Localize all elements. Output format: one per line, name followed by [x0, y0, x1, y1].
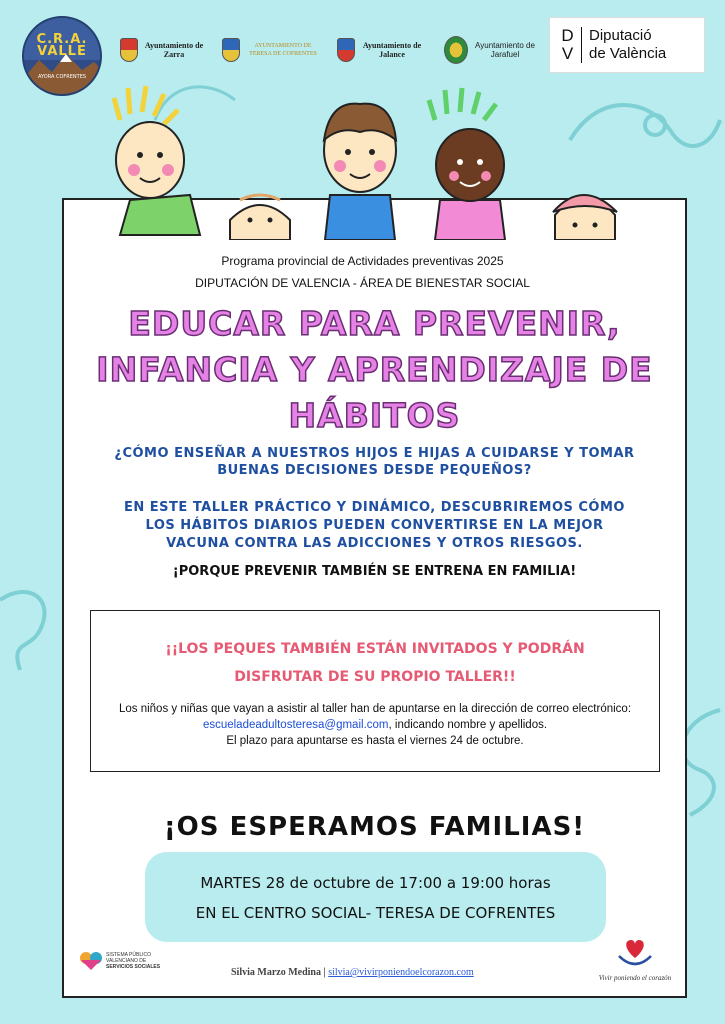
- description-line-1: EN ESTE TALLER PRÁCTICO Y DINÁMICO, DESCUBRIREMOS CÓMO: [124, 500, 625, 515]
- kid-blonde-icon: [114, 86, 200, 235]
- logo-jalance-text: Ayuntamiento de Jalance: [362, 41, 422, 59]
- jarafuel-shield-icon: [444, 36, 468, 64]
- headline-line-2: INFANCIA Y APRENDIZAJE DE: [96, 350, 653, 389]
- ss-logo-text-2: VALENCIANO DE: [106, 958, 147, 964]
- cra-logo-subtext: AYORA COFRENTES: [37, 74, 87, 80]
- servicios-sociales-logo: [80, 951, 160, 971]
- tagline: ¡PORQUE PREVENIR TAMBIÉN SE ENTRENA EN FAMILIA!: [172, 564, 577, 579]
- kids-illustration: [90, 80, 650, 240]
- invite-email-link[interactable]: escueladeadultosteresa@gmail.com: [202, 719, 389, 731]
- footer-author: [231, 967, 474, 978]
- teresa-shield-icon: [222, 38, 240, 62]
- question-line-2: BUENAS DECISIONES DESDE PEQUEÑOS?: [217, 463, 532, 478]
- invite-title-2: DISFRUTAR DE SU PROPIO TALLER!!: [234, 669, 516, 685]
- cra-logo-text: C.R.A. VALLE: [36, 32, 88, 59]
- kid-braids-icon: [429, 88, 505, 240]
- headline-line-3: HÁBITOS: [288, 396, 461, 435]
- heart-hands-icon: [615, 938, 655, 970]
- kids-invite-box: [90, 610, 660, 772]
- ss-logo-text-1: SISTEMA PÚBLICO: [106, 952, 152, 958]
- logo-jarafuel: [444, 36, 539, 64]
- question-line-1: ¿CÓMO ENSEÑAR A NUESTROS HIJOS E HIJAS A CUIDARSE Y TOMAR: [114, 446, 635, 461]
- department-line: DIPUTACIÓN DE VALENCIA - ÁREA DE BIENESTAR SOCIAL: [195, 276, 530, 290]
- description-line-3: VACUNA CONTRA LAS ADICCIONES Y OTROS RIESGOS.: [166, 536, 583, 551]
- jalance-shield-icon: [337, 38, 355, 62]
- diputacio-text-1: Diputació: [589, 27, 652, 44]
- event-date: MARTES 28 de octubre de 17:00 a 19:00 horas: [200, 874, 551, 892]
- invite-title-1: ¡¡LOS PEQUES TAMBIÉN ESTÁN INVITADOS Y PODRÁN: [165, 641, 585, 657]
- invite-text-2-line: [91, 719, 659, 731]
- dv-mark: D V: [560, 27, 582, 63]
- invite-text-2: , indicando nombre y apellidos.: [388, 719, 548, 731]
- heart-logo-icon: [80, 951, 102, 971]
- zarra-shield-icon: [120, 38, 138, 62]
- vivir-corazon-text: Vivir poniendo el corazón: [598, 974, 672, 982]
- event-details-box: [145, 852, 606, 942]
- swirl-decoration-left: [0, 560, 70, 680]
- headline-line-1: EDUCAR PARA PREVENIR,: [128, 304, 621, 343]
- logo-jarafuel-text: Ayuntamiento de Jarafuel: [475, 41, 535, 59]
- logo-zarra: [120, 38, 207, 62]
- author-name: Silvia Marzo Medina: [231, 967, 321, 978]
- logo-jalance: [337, 38, 426, 62]
- invite-text-3: El plazo para apuntarse es hasta el viernes 24 de octubre.: [226, 735, 524, 747]
- logo-teresa: [222, 38, 323, 62]
- program-line: Programa provincial de Actividades preventivas 2025: [221, 254, 504, 268]
- author-separator: |: [321, 967, 329, 978]
- ss-logo-text-3: SERVICIOS SOCIALES: [106, 964, 161, 970]
- invite-text-1: Los niños y niñas que vayan a asistir al taller han de apuntarse en la dirección de correo electrónico:: [118, 703, 632, 715]
- logo-teresa-text: AYUNTAMIENTO DE TERESA DE COFRENTES: [249, 43, 317, 57]
- author-email-link[interactable]: silvia@vivirponiendoelcorazon.com: [328, 967, 474, 978]
- logo-zarra-text: Ayuntamiento de Zarra: [144, 41, 204, 59]
- kid-center-icon: [324, 104, 396, 240]
- kid-pink-icon: [553, 195, 617, 240]
- diputacio-text-2: de València: [589, 45, 667, 62]
- description-line-2: LOS HÁBITOS DIARIOS PUEDEN CONVERTIRSE EN LA MEJOR: [145, 518, 604, 533]
- kid-baby-icon: [230, 195, 290, 240]
- call-to-action: ¡OS ESPERAMOS FAMILIAS!: [163, 812, 586, 842]
- event-location: EN EL CENTRO SOCIAL- TERESA DE COFRENTES: [195, 904, 556, 922]
- diputacio-valencia-logo: [549, 17, 705, 73]
- vivir-corazon-logo: [585, 938, 685, 982]
